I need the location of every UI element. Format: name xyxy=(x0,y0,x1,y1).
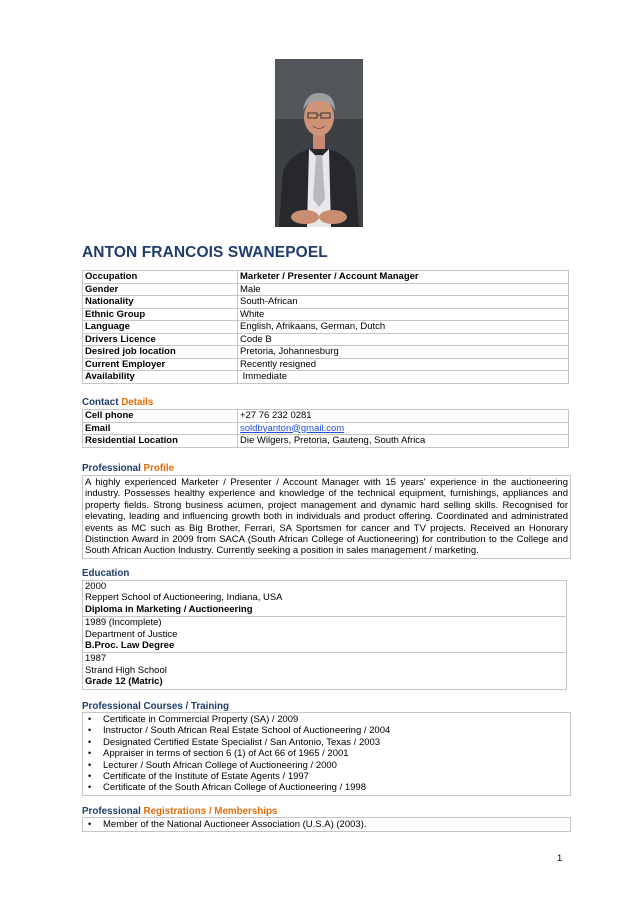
education-section-title: Education xyxy=(82,568,130,579)
cell-label: Cell phone xyxy=(83,410,238,423)
personal-value: Recently resigned xyxy=(238,358,569,371)
location-label: Residential Location xyxy=(83,435,238,448)
education-institution: Strand High School xyxy=(85,664,167,676)
personal-value: White xyxy=(238,308,569,321)
education-year: 1989 (Incomplete) xyxy=(85,617,162,629)
cell-value: +27 76 232 0281 xyxy=(238,410,569,423)
registrations-section-title: Professional Registrations / Memberships xyxy=(82,806,278,817)
personal-value: Pretoria, Johannesburg xyxy=(238,346,569,359)
portrait-image xyxy=(275,59,363,227)
personal-value: Code B xyxy=(238,333,569,346)
personal-details-table xyxy=(82,270,569,384)
courses-section-title: Professional Courses / Training xyxy=(82,701,229,712)
personal-value: South-African xyxy=(238,296,569,309)
personal-label: Occupation xyxy=(83,271,238,284)
personal-value: English, Afrikaans, German, Dutch xyxy=(238,321,569,334)
personal-row xyxy=(83,321,569,334)
education-year: 2000 xyxy=(85,581,107,592)
education-box xyxy=(82,580,567,690)
personal-row xyxy=(83,371,569,384)
course-item: • Certificate in Commercial Property (SA) / 2009 xyxy=(85,714,568,725)
courses-list xyxy=(85,714,568,794)
courses-box xyxy=(82,712,571,796)
personal-row xyxy=(83,333,569,346)
education-entry xyxy=(83,581,566,617)
course-item: • Lecturer / South African College of Auctioneering / 2000 xyxy=(85,760,568,771)
profile-text: A highly experienced Marketer / Presenter / Account Manager with 15 years' experience in the auctioneering industry. Possesses healthy experience and knowledge of the technical equipment, furnishings, appliances and property fields. Strong business acumen, project management and dynamic hard selling skills. Recognised for elevating, leading and influencing growth both in individuals and product offering. Coordinated and administrated events as MC such as Big Brother, Ferrari, SA Sportsmen for cancer and TV projects. Received an Honorary Distinction Award in 2009 from SACA (South African College of Auctioneering) for contribution to the College and South African Auction Industry. Currently seeking a position in sales management / marketing. xyxy=(82,475,571,559)
education-institution: Reppert School of Auctioneering, Indiana, USA xyxy=(85,592,283,604)
contact-row-location xyxy=(83,435,569,448)
profile-photo xyxy=(275,59,363,227)
page-number: 1 xyxy=(557,853,563,864)
registrations-list xyxy=(85,819,568,830)
education-entry xyxy=(83,653,566,688)
course-item: • Appraiser in terms of section 6 (1) of Act 66 of 1965 / 2001 xyxy=(85,748,568,759)
contact-row-email xyxy=(83,422,569,435)
education-year: 1987 xyxy=(85,653,107,665)
personal-label: Current Employer xyxy=(83,358,238,371)
registrations-box xyxy=(82,817,571,832)
personal-row xyxy=(83,296,569,309)
personal-label: Gender xyxy=(83,283,238,296)
course-item: • Certificate of the South African College of Auctioneering / 1998 xyxy=(85,782,568,793)
personal-value: Male xyxy=(238,283,569,296)
location-value: Die Wilgers, Pretoria, Gauteng, South Africa xyxy=(238,435,569,448)
personal-value: Marketer / Presenter / Account Manager xyxy=(238,271,569,284)
personal-row xyxy=(83,308,569,321)
profile-section-title: Professional Profile xyxy=(82,463,175,474)
personal-label: Drivers Licence xyxy=(83,333,238,346)
education-entry xyxy=(83,617,566,653)
personal-row xyxy=(83,271,569,284)
email-link[interactable]: soldbyanton@gmail.com xyxy=(240,422,345,434)
education-qualification: Diploma in Marketing / Auctioneering xyxy=(85,603,253,615)
course-item: • Certificate of the Institute of Estate Agents / 1997 xyxy=(85,771,568,782)
personal-value: Immediate xyxy=(238,371,569,384)
registration-item: • Member of the National Auctioneer Association (U.S.A) (2003). xyxy=(85,819,568,830)
personal-row xyxy=(83,358,569,371)
personal-label: Availability xyxy=(83,371,238,384)
candidate-name: ANTON FRANCOIS SWANEPOEL xyxy=(82,244,328,261)
education-institution: Department of Justice xyxy=(85,628,178,640)
education-qualification: Grade 12 (Matric) xyxy=(85,676,163,688)
personal-label: Language xyxy=(83,321,238,334)
contact-row-cell xyxy=(83,410,569,423)
course-item: • Instructor / South African Real Estate School of Auctioneering / 2004 xyxy=(85,725,568,736)
personal-label: Ethnic Group xyxy=(83,308,238,321)
course-item: • Designated Certified Estate Specialist / San Antonio, Texas / 2003 xyxy=(85,737,568,748)
email-label: Email xyxy=(83,422,238,435)
education-qualification: B.Proc. Law Degree xyxy=(85,640,175,652)
contact-section-title: Contact Details xyxy=(82,397,154,408)
contact-table xyxy=(82,409,569,448)
personal-label: Nationality xyxy=(83,296,238,309)
personal-row xyxy=(83,283,569,296)
personal-label: Desired job location xyxy=(83,346,238,359)
personal-row xyxy=(83,346,569,359)
